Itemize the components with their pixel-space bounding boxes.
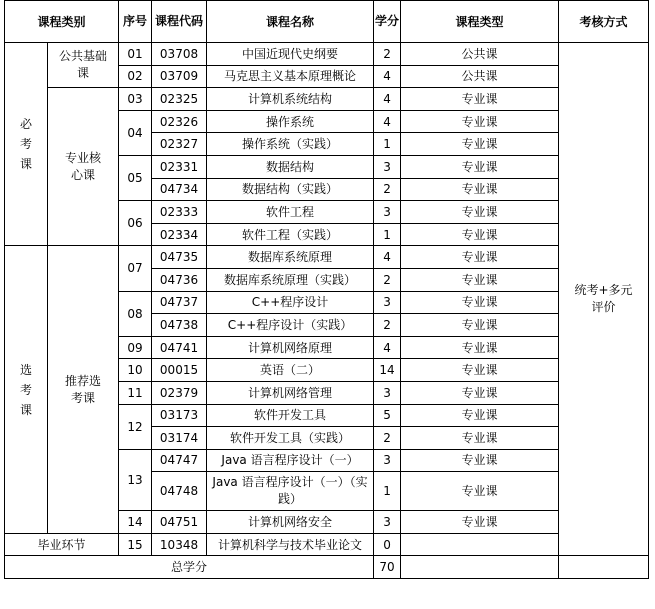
credit-cell: 5 xyxy=(374,404,401,427)
name-cell: 计算机网络管理 xyxy=(207,381,374,404)
credit-cell: 2 xyxy=(374,178,401,201)
name-cell: 软件开发工具 xyxy=(207,404,374,427)
credit-cell: 0 xyxy=(374,533,401,556)
credit-cell: 3 xyxy=(374,291,401,314)
code-cell: 02326 xyxy=(152,110,207,133)
code-cell: 02333 xyxy=(152,201,207,224)
credit-cell: 3 xyxy=(374,449,401,472)
credit-cell: 3 xyxy=(374,511,401,534)
seq-cell: 10 xyxy=(119,359,152,382)
code-cell: 04737 xyxy=(152,291,207,314)
credit-cell: 1 xyxy=(374,133,401,156)
course-table xyxy=(4,0,649,579)
seq-cell: 08 xyxy=(119,291,152,336)
code-cell: 04741 xyxy=(152,336,207,359)
seq-cell: 11 xyxy=(119,381,152,404)
type-cell: 专业课 xyxy=(401,155,559,178)
total-row xyxy=(5,556,649,579)
code-cell: 02325 xyxy=(152,88,207,111)
type-cell: 专业课 xyxy=(401,511,559,534)
seq-cell: 15 xyxy=(119,533,152,556)
name-cell: 软件工程 xyxy=(207,201,374,224)
type-cell: 专业课 xyxy=(401,223,559,246)
total-empty xyxy=(401,556,559,579)
header-name: 课程名称 xyxy=(207,1,374,43)
table-row xyxy=(5,246,649,269)
name-cell: 数据结构 xyxy=(207,155,374,178)
code-cell: 04751 xyxy=(152,511,207,534)
code-cell: 04747 xyxy=(152,449,207,472)
code-cell: 02379 xyxy=(152,381,207,404)
type-cell: 专业课 xyxy=(401,291,559,314)
code-cell: 02327 xyxy=(152,133,207,156)
type-cell: 专业课 xyxy=(401,110,559,133)
type-cell: 专业课 xyxy=(401,449,559,472)
credit-cell: 3 xyxy=(374,155,401,178)
code-cell: 02331 xyxy=(152,155,207,178)
name-cell: 软件开发工具（实践） xyxy=(207,427,374,450)
header-category: 课程类别 xyxy=(5,1,119,43)
code-cell: 04748 xyxy=(152,472,207,511)
code-cell: 04734 xyxy=(152,178,207,201)
header-assess: 考核方式 xyxy=(559,1,649,43)
credit-cell: 4 xyxy=(374,336,401,359)
type-cell: 专业课 xyxy=(401,201,559,224)
seq-cell: 06 xyxy=(119,201,152,246)
table-row xyxy=(5,88,649,111)
name-cell: 计算机网络安全 xyxy=(207,511,374,534)
credit-cell: 4 xyxy=(374,246,401,269)
seq-cell: 14 xyxy=(119,511,152,534)
header-row xyxy=(5,1,649,43)
header-seq: 序号 xyxy=(119,1,152,43)
seq-cell: 03 xyxy=(119,88,152,111)
total-value: 70 xyxy=(374,556,401,579)
subcategory-public: 公共基础 课 xyxy=(48,43,119,88)
code-cell: 04738 xyxy=(152,314,207,337)
seq-cell: 09 xyxy=(119,336,152,359)
category-elective: 选 考 课 xyxy=(5,246,48,534)
code-cell: 02334 xyxy=(152,223,207,246)
header-credit: 学分 xyxy=(374,1,401,43)
credit-cell: 4 xyxy=(374,110,401,133)
credit-cell: 2 xyxy=(374,43,401,66)
code-cell: 04735 xyxy=(152,246,207,269)
code-cell: 03708 xyxy=(152,43,207,66)
credit-cell: 2 xyxy=(374,427,401,450)
code-cell: 00015 xyxy=(152,359,207,382)
credit-cell: 2 xyxy=(374,268,401,291)
code-cell: 03173 xyxy=(152,404,207,427)
name-cell: Java 语言程序设计（一）（实 践） xyxy=(207,472,374,511)
name-cell: 操作系统 xyxy=(207,110,374,133)
type-cell: 专业课 xyxy=(401,246,559,269)
name-cell: 数据库系统原理（实践） xyxy=(207,268,374,291)
code-cell: 04736 xyxy=(152,268,207,291)
type-cell xyxy=(401,533,559,556)
type-cell: 专业课 xyxy=(401,178,559,201)
name-cell: 马克思主义基本原理概论 xyxy=(207,65,374,88)
seq-cell: 13 xyxy=(119,449,152,511)
credit-cell: 1 xyxy=(374,223,401,246)
name-cell: 操作系统（实践） xyxy=(207,133,374,156)
type-cell: 专业课 xyxy=(401,268,559,291)
credit-cell: 4 xyxy=(374,65,401,88)
name-cell: 计算机网络原理 xyxy=(207,336,374,359)
total-empty-assess xyxy=(559,556,649,579)
name-cell: Java 语言程序设计（一） xyxy=(207,449,374,472)
type-cell: 专业课 xyxy=(401,472,559,511)
credit-cell: 1 xyxy=(374,472,401,511)
category-graduation: 毕业环节 xyxy=(5,533,119,556)
credit-cell: 2 xyxy=(374,314,401,337)
name-cell: 软件工程（实践） xyxy=(207,223,374,246)
seq-cell: 04 xyxy=(119,110,152,155)
credit-cell: 14 xyxy=(374,359,401,382)
code-cell: 03709 xyxy=(152,65,207,88)
name-cell: 计算机系统结构 xyxy=(207,88,374,111)
seq-cell: 07 xyxy=(119,246,152,291)
type-cell: 专业课 xyxy=(401,427,559,450)
credit-cell: 3 xyxy=(374,381,401,404)
subcategory-core: 专业核 心课 xyxy=(48,88,119,246)
type-cell: 专业课 xyxy=(401,359,559,382)
seq-cell: 05 xyxy=(119,155,152,200)
type-cell: 专业课 xyxy=(401,336,559,359)
header-code: 课程代码 xyxy=(152,1,207,43)
name-cell: 计算机科学与技术毕业论文 xyxy=(207,533,374,556)
credit-cell: 4 xyxy=(374,88,401,111)
header-type: 课程类型 xyxy=(401,1,559,43)
table-row xyxy=(5,533,649,556)
type-cell: 专业课 xyxy=(401,133,559,156)
seq-cell: 01 xyxy=(119,43,152,66)
seq-cell: 12 xyxy=(119,404,152,449)
name-cell: 数据库系统原理 xyxy=(207,246,374,269)
type-cell: 专业课 xyxy=(401,88,559,111)
code-cell: 03174 xyxy=(152,427,207,450)
subcategory-recommended: 推荐选 考课 xyxy=(48,246,119,534)
type-cell: 专业课 xyxy=(401,404,559,427)
table-row xyxy=(5,43,649,66)
name-cell: C++程序设计 xyxy=(207,291,374,314)
credit-cell: 3 xyxy=(374,201,401,224)
name-cell: C++程序设计（实践） xyxy=(207,314,374,337)
total-label: 总学分 xyxy=(5,556,374,579)
type-cell: 专业课 xyxy=(401,314,559,337)
category-required: 必 考 课 xyxy=(5,43,48,246)
name-cell: 英语（二） xyxy=(207,359,374,382)
assessment-cell: 统考+多元 评价 xyxy=(559,43,649,556)
name-cell: 中国近现代史纲要 xyxy=(207,43,374,66)
seq-cell: 02 xyxy=(119,65,152,88)
type-cell: 公共课 xyxy=(401,65,559,88)
name-cell: 数据结构（实践） xyxy=(207,178,374,201)
type-cell: 专业课 xyxy=(401,381,559,404)
code-cell: 10348 xyxy=(152,533,207,556)
type-cell: 公共课 xyxy=(401,43,559,66)
